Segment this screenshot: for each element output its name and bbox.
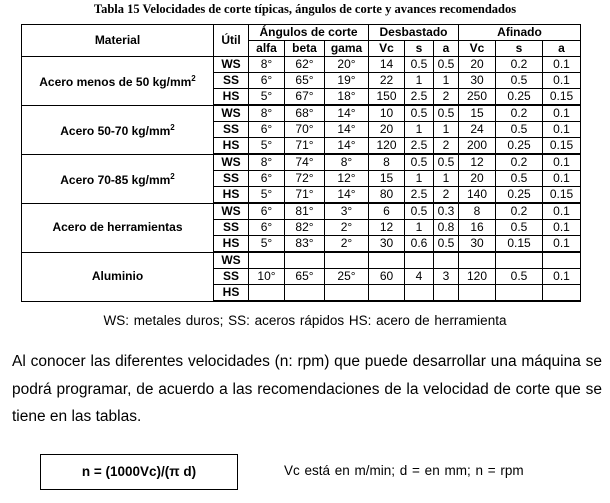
value-cell: 2.5 <box>405 138 434 155</box>
subheader-beta: beta <box>285 41 325 57</box>
value-cell <box>459 252 496 269</box>
value-cell: 5° <box>249 236 285 253</box>
value-cell: 20 <box>459 57 496 73</box>
value-cell: 2° <box>325 236 369 253</box>
units-note: Vc está en m/min; d = en mm; n = rpm <box>284 463 524 478</box>
value-cell: 0.5 <box>496 269 543 285</box>
subheader-gama: gama <box>325 41 369 57</box>
material-name: Acero 50-70 kg/mm <box>60 124 171 138</box>
value-cell: 15 <box>369 171 405 187</box>
value-cell: 6 <box>369 203 405 220</box>
util-cell: WS <box>214 154 249 171</box>
value-cell: 0.8 <box>434 220 459 236</box>
value-cell: 20° <box>325 57 369 73</box>
value-cell: 0.25 <box>496 187 543 204</box>
value-cell <box>405 285 434 302</box>
value-cell <box>496 252 543 269</box>
tool-legend: WS: metales duros; SS: aceros rápidos HS: acero de herramienta <box>103 313 507 328</box>
value-cell: 140 <box>459 187 496 204</box>
util-cell: HS <box>214 285 249 302</box>
value-cell: 30 <box>459 236 496 253</box>
value-cell: 8 <box>459 203 496 220</box>
value-cell: 0.5 <box>434 105 459 122</box>
value-cell: 0.6 <box>405 236 434 253</box>
value-cell: 6° <box>249 203 285 220</box>
value-cell: 5° <box>249 138 285 155</box>
value-cell: 0.25 <box>496 138 543 155</box>
material-name: Acero menos de 50 kg/mm <box>39 75 192 90</box>
value-cell: 0.5 <box>434 154 459 171</box>
value-cell: 10 <box>369 105 405 122</box>
value-cell: 0.5 <box>496 220 543 236</box>
value-cell <box>325 285 369 302</box>
value-cell: 8° <box>249 105 285 122</box>
value-cell: 30 <box>369 236 405 253</box>
value-cell: 62° <box>285 57 325 73</box>
value-cell: 0.1 <box>543 220 581 236</box>
value-cell: 2.5 <box>405 187 434 204</box>
value-cell: 120 <box>459 269 496 285</box>
subheader-s-afinado: s <box>496 41 543 57</box>
value-cell: 1 <box>405 171 434 187</box>
value-cell: 16 <box>459 220 496 236</box>
util-cell: WS <box>214 57 249 73</box>
value-cell: 68° <box>285 105 325 122</box>
value-cell: 0.1 <box>543 105 581 122</box>
value-cell: 14° <box>325 105 369 122</box>
value-cell: 0.5 <box>405 105 434 122</box>
subheader-s-desbastado: s <box>405 41 434 57</box>
value-cell: 250 <box>459 89 496 106</box>
rpm-formula-box: n = (1000Vc)/(π d) <box>40 454 238 490</box>
value-cell: 14 <box>369 57 405 73</box>
util-cell: WS <box>214 105 249 122</box>
value-cell: 8° <box>249 57 285 73</box>
util-cell: HS <box>214 236 249 253</box>
table-row <box>22 203 581 220</box>
material-cell <box>22 252 214 301</box>
value-cell: 80 <box>369 187 405 204</box>
value-cell: 0.1 <box>543 122 581 138</box>
value-cell: 67° <box>285 89 325 106</box>
util-cell: WS <box>214 252 249 269</box>
material-cell <box>22 154 214 203</box>
value-cell <box>496 285 543 302</box>
material-name: Aluminio <box>91 269 144 283</box>
value-cell: 71° <box>285 187 325 204</box>
value-cell <box>285 252 325 269</box>
material-cell <box>22 203 214 252</box>
value-cell: 74° <box>285 154 325 171</box>
value-cell: 8 <box>369 154 405 171</box>
header-angulos: Ángulos de corte <box>249 25 369 41</box>
value-cell: 0.5 <box>496 122 543 138</box>
value-cell: 0.5 <box>496 73 543 89</box>
value-cell: 24 <box>459 122 496 138</box>
value-cell: 6° <box>249 171 285 187</box>
value-cell: 1 <box>405 122 434 138</box>
value-cell: 120 <box>369 138 405 155</box>
value-cell: 2 <box>434 138 459 155</box>
value-cell: 15 <box>459 105 496 122</box>
material-unit-exponent: 2 <box>191 74 196 84</box>
value-cell: 14° <box>325 138 369 155</box>
value-cell: 12 <box>459 154 496 171</box>
value-cell: 25° <box>325 269 369 285</box>
value-cell: 6° <box>249 73 285 89</box>
value-cell <box>543 252 581 269</box>
value-cell: 3 <box>434 269 459 285</box>
value-cell: 82° <box>285 220 325 236</box>
subheader-a-afinado: a <box>543 41 581 57</box>
cutting-speed-table <box>21 24 581 302</box>
table-row <box>22 57 581 73</box>
value-cell: 2.5 <box>405 89 434 106</box>
util-cell: SS <box>214 122 249 138</box>
value-cell: 3° <box>325 203 369 220</box>
value-cell: 0.1 <box>543 236 581 253</box>
value-cell: 0.15 <box>496 236 543 253</box>
value-cell: 150 <box>369 89 405 106</box>
value-cell: 20 <box>369 122 405 138</box>
material-unit-exponent: 2 <box>170 172 175 181</box>
value-cell: 83° <box>285 236 325 253</box>
value-cell: 0.2 <box>496 105 543 122</box>
header-util: Útil <box>214 25 249 57</box>
material-name: Acero de herramientas <box>52 220 183 234</box>
value-cell: 0.5 <box>405 203 434 220</box>
value-cell <box>434 285 459 302</box>
paragraph-text: Al conocer las diferentes velocidades (n: rpm) que puede desarrollar una máquina se podrá programar, de acuerdo a las recomendaciones de la velocidad de corte que se tiene en las tablas. <box>12 353 602 425</box>
value-cell: 1 <box>434 73 459 89</box>
value-cell: 1 <box>405 73 434 89</box>
value-cell: 5° <box>249 187 285 204</box>
value-cell: 1 <box>405 220 434 236</box>
value-cell: 14° <box>325 122 369 138</box>
value-cell: 0.1 <box>543 171 581 187</box>
util-cell: SS <box>214 220 249 236</box>
material-unit-exponent: 2 <box>170 123 175 132</box>
value-cell: 0.1 <box>543 73 581 89</box>
value-cell: 8° <box>249 154 285 171</box>
value-cell: 1 <box>434 171 459 187</box>
value-cell: 0.3 <box>434 203 459 220</box>
value-cell: 81° <box>285 203 325 220</box>
util-cell: WS <box>214 203 249 220</box>
util-cell: SS <box>214 73 249 89</box>
util-cell: SS <box>214 269 249 285</box>
material-cell <box>22 105 214 154</box>
value-cell: 6° <box>249 220 285 236</box>
value-cell <box>249 285 285 302</box>
value-cell: 0.25 <box>496 89 543 106</box>
value-cell: 4 <box>405 269 434 285</box>
value-cell: 71° <box>285 138 325 155</box>
value-cell: 0.1 <box>543 203 581 220</box>
value-cell: 0.1 <box>543 154 581 171</box>
util-cell: HS <box>214 187 249 204</box>
value-cell: 72° <box>285 171 325 187</box>
table-row <box>22 154 581 171</box>
body-paragraph <box>12 348 602 431</box>
table-row <box>22 105 581 122</box>
value-cell: 14° <box>325 187 369 204</box>
value-cell: 20 <box>459 171 496 187</box>
value-cell: 12 <box>369 220 405 236</box>
value-cell: 12° <box>325 171 369 187</box>
value-cell: 22 <box>369 73 405 89</box>
value-cell: 60 <box>369 269 405 285</box>
value-cell: 0.2 <box>496 57 543 73</box>
value-cell: 0.2 <box>496 154 543 171</box>
subheader-vc-desbastado: Vc <box>369 41 405 57</box>
value-cell <box>369 252 405 269</box>
value-cell <box>434 252 459 269</box>
value-cell: 19° <box>325 73 369 89</box>
value-cell: 1 <box>434 122 459 138</box>
value-cell <box>249 252 285 269</box>
value-cell: 70° <box>285 122 325 138</box>
value-cell <box>325 252 369 269</box>
header-material: Material <box>22 25 214 57</box>
value-cell <box>369 285 405 302</box>
util-cell: HS <box>214 138 249 155</box>
value-cell: 30 <box>459 73 496 89</box>
util-cell: SS <box>214 171 249 187</box>
value-cell: 2° <box>325 220 369 236</box>
subheader-alfa: alfa <box>249 41 285 57</box>
header-afinado: Afinado <box>459 25 581 41</box>
material-name: Acero 70-85 kg/mm <box>60 173 171 187</box>
value-cell: 8° <box>325 154 369 171</box>
table-body <box>22 57 581 302</box>
value-cell: 0.5 <box>496 171 543 187</box>
value-cell: 6° <box>249 122 285 138</box>
value-cell: 0.15 <box>543 187 581 204</box>
header-desbastado: Desbastado <box>369 25 459 41</box>
value-cell: 0.5 <box>405 57 434 73</box>
value-cell <box>285 285 325 302</box>
value-cell: 0.1 <box>543 269 581 285</box>
value-cell: 2 <box>434 187 459 204</box>
table-title: Tabla 15 Velocidades de corte típicas, ángulos de corte y avances recomendados <box>93 2 517 16</box>
value-cell: 65° <box>285 269 325 285</box>
value-cell: 0.5 <box>405 154 434 171</box>
value-cell <box>459 285 496 302</box>
value-cell: 2 <box>434 89 459 106</box>
value-cell: 0.1 <box>543 57 581 73</box>
util-cell: HS <box>214 89 249 106</box>
value-cell: 10° <box>249 269 285 285</box>
value-cell: 5° <box>249 89 285 106</box>
value-cell <box>543 285 581 302</box>
subheader-vc-afinado: Vc <box>459 41 496 57</box>
value-cell <box>405 252 434 269</box>
table-row <box>22 252 581 269</box>
material-cell <box>22 57 214 106</box>
value-cell: 0.5 <box>434 236 459 253</box>
value-cell: 200 <box>459 138 496 155</box>
value-cell: 18° <box>325 89 369 106</box>
subheader-a-desbastado: a <box>434 41 459 57</box>
value-cell: 0.5 <box>434 57 459 73</box>
value-cell: 65° <box>285 73 325 89</box>
value-cell: 0.2 <box>496 203 543 220</box>
value-cell: 0.15 <box>543 89 581 106</box>
value-cell: 0.15 <box>543 138 581 155</box>
